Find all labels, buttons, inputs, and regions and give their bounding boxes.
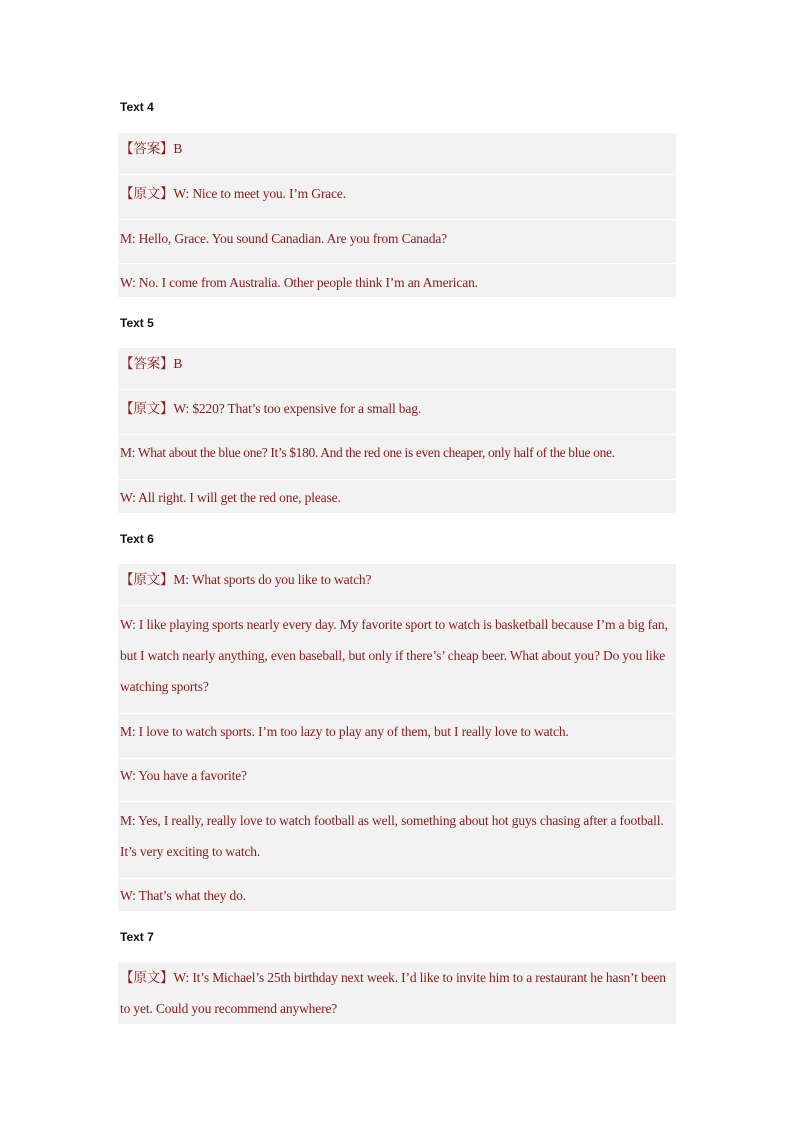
section-heading: Text 7 [120, 930, 154, 944]
original-tag: 【原文】 [120, 970, 174, 985]
dialogue-line: W: That’s what they do. [120, 888, 246, 903]
row-divider [118, 605, 676, 606]
dialogue-text: W: Nice to meet you. I’m Grace. [173, 186, 346, 201]
row-divider [118, 174, 676, 175]
dialogue-text: W: $220? That’s too expensive for a small bag. [173, 401, 422, 416]
dialogue-line [120, 393, 676, 424]
row-divider [118, 801, 676, 802]
answer-tag: 【答案】 [120, 141, 174, 156]
dialogue-text: W: It’s Michael’s 25th birthday next week. I’d like to invite him to a restaurant he hasn’t been to yet. Could you recommend anywhere? [120, 970, 666, 1016]
dialogue-line: M: Yes, I really, really love to watch football as well, something about hot guys chasing after a football. It’s very exciting to watch. [120, 813, 664, 859]
original-tag: 【原文】 [120, 572, 174, 587]
answer-value: B [173, 141, 183, 156]
original-tag: 【原文】 [120, 401, 174, 416]
row-divider [118, 878, 676, 879]
section-heading: Text 6 [120, 532, 154, 546]
row-divider [118, 434, 676, 435]
dialogue-box [118, 133, 676, 297]
dialogue-text: M: What sports do you like to watch? [173, 572, 372, 587]
row-divider [118, 713, 676, 714]
dialogue-line [120, 564, 676, 595]
dialogue-box [118, 962, 676, 1024]
answer-tag: 【答案】 [120, 356, 174, 371]
dialogue-box [118, 348, 676, 513]
section-heading: Text 5 [120, 316, 154, 330]
row-divider [118, 479, 676, 480]
row-divider [118, 389, 676, 390]
dialogue-line [120, 962, 676, 1024]
dialogue-line: M: Hello, Grace. You sound Canadian. Are you from Canada? [120, 231, 448, 246]
original-tag: 【原文】 [120, 186, 174, 201]
dialogue-line: W: You have a favorite? [120, 768, 247, 783]
section-heading: Text 4 [120, 100, 154, 114]
answer-value: B [173, 356, 183, 371]
dialogue-line: M: What about the blue one? It’s $180. And the red one is even cheaper, only half of the blue one. [120, 445, 615, 460]
dialogue-line: W: All right. I will get the red one, please. [120, 490, 341, 505]
dialogue-line [120, 178, 676, 209]
dialogue-line: W: No. I come from Australia. Other people think I’m an American. [120, 275, 478, 290]
row-divider [118, 219, 676, 220]
answer-line [120, 348, 676, 379]
row-divider [118, 758, 676, 759]
dialogue-line: W: I like playing sports nearly every day. My favorite sport to watch is basketball because I’m a big fan, but I watch nearly anything, even baseball, but only if there’s’ cheap beer. What about you? Do you like watching sports? [120, 617, 668, 694]
answer-line [120, 133, 676, 164]
dialogue-box [118, 564, 676, 911]
dialogue-line: M: I love to watch sports. I’m too lazy to play any of them, but I really love to watch. [120, 724, 569, 739]
row-divider [118, 263, 676, 264]
